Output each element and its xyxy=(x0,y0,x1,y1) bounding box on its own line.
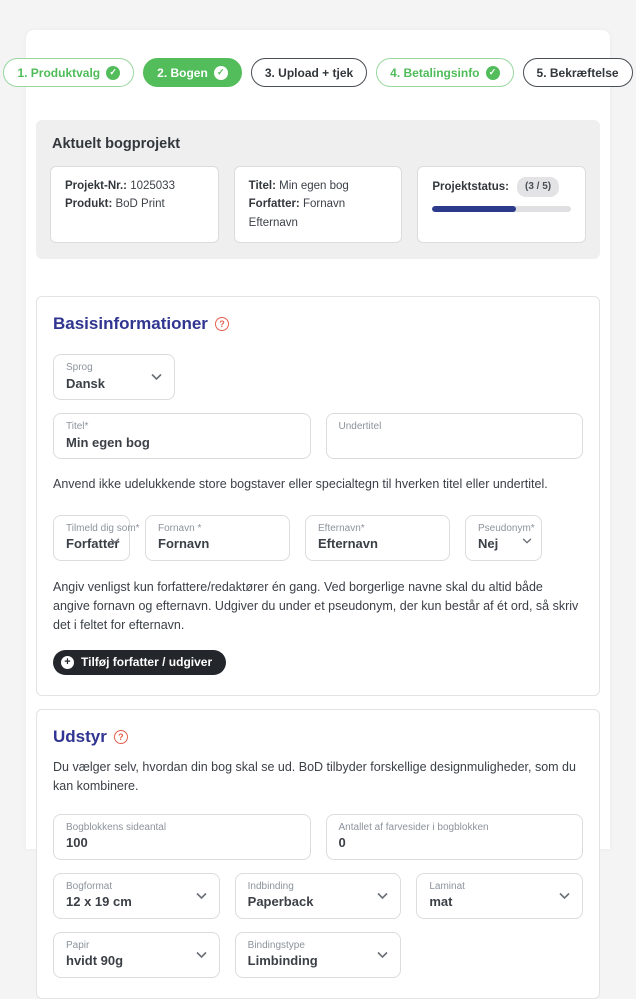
check-circle-icon: ✓ xyxy=(486,66,500,80)
udstyr-heading-text: Udstyr xyxy=(53,726,107,746)
chevron-down-icon xyxy=(110,538,120,544)
sideantal-value: 100 xyxy=(66,835,88,851)
project-product-row xyxy=(65,195,204,213)
project-product-label: Produkt: xyxy=(65,198,113,211)
chevron-down-icon xyxy=(196,892,207,899)
papir-value: hvidt 90g xyxy=(66,953,124,969)
laminat-label: Laminat xyxy=(429,880,465,892)
sprog-label: Sprog xyxy=(66,362,93,374)
pseudonym-value: Nej xyxy=(478,536,499,552)
step-upload-tjek[interactable] xyxy=(251,58,367,87)
help-icon[interactable]: ? xyxy=(215,317,229,331)
farvesider-input[interactable] xyxy=(326,814,584,860)
bindingstype-value: Limbinding xyxy=(247,953,318,969)
tilmeld-value: Forfatter xyxy=(66,536,120,552)
titel-label: Titel* xyxy=(66,421,89,433)
project-number-value: 1025033 xyxy=(130,180,175,192)
step-label: 1. Produktvalg xyxy=(17,65,101,80)
project-status-card xyxy=(417,166,586,243)
project-author-row xyxy=(249,195,388,232)
project-number-card xyxy=(50,166,219,243)
project-title-label: Titel: xyxy=(248,180,276,192)
indbinding-select[interactable] xyxy=(235,873,402,919)
laminat-value: mat xyxy=(429,894,453,910)
step-wizard xyxy=(17,58,619,87)
bogformat-label: Bogformat xyxy=(66,880,113,892)
sprog-value: Dansk xyxy=(66,375,106,391)
project-title-card xyxy=(234,166,403,243)
tilmeld-select[interactable] xyxy=(53,515,140,561)
step-label: 2. Bogen xyxy=(157,65,208,80)
bogformat-value: 12 x 19 cm xyxy=(66,894,132,910)
step-bogen[interactable] xyxy=(143,58,242,87)
project-summary-cards xyxy=(50,166,586,243)
laminat-select[interactable] xyxy=(416,873,583,919)
farvesider-value: 0 xyxy=(338,835,346,851)
farvesider-label: Antallet af farvesider i bogblokken xyxy=(338,821,489,833)
step-label: 4. Betalingsinfo xyxy=(390,65,480,80)
author-row xyxy=(53,515,583,561)
step-label: 3. Upload + tjek xyxy=(264,65,354,80)
basis-heading-text: Basisinformationer xyxy=(53,314,208,334)
papir-select[interactable] xyxy=(53,932,220,978)
page-count-row xyxy=(53,814,583,860)
sprog-select[interactable] xyxy=(53,354,175,400)
project-author-label: Forfatter: xyxy=(248,198,300,211)
chevron-down-icon xyxy=(559,892,570,899)
undertitel-value xyxy=(339,434,571,451)
indbinding-value: Paperback xyxy=(247,894,314,910)
fornavn-value: Fornavn xyxy=(158,536,210,552)
chevron-down-icon xyxy=(522,538,532,544)
add-author-button-label: Tilføj forfatter / udgiver xyxy=(81,655,213,670)
status-badge: (3 / 5) xyxy=(517,177,559,197)
basis-section xyxy=(36,296,600,696)
author-help-paragraph: Angiv venligst kun forfattere/redaktører én gang. Ved borgerlige navne skal du altid både angive fornavn og efternavn. Udgiver du under et pseudonym, der kun består af ét ord, så skriv det i feltet for efternavn. xyxy=(53,579,579,633)
project-number-row xyxy=(65,177,204,195)
main-content-card xyxy=(17,30,619,969)
step-produktvalg[interactable] xyxy=(3,58,134,87)
check-circle-icon: ✓ xyxy=(214,66,228,80)
fornavn-input[interactable] xyxy=(145,515,290,561)
project-status-row xyxy=(432,177,571,197)
chevron-down-icon xyxy=(377,892,388,899)
project-summary-section xyxy=(36,120,600,259)
udstyr-description: Du vælger selv, hvordan din bog skal se ud. BoD tilbyder forskellige designmuligheder, som du kan kombinere. xyxy=(53,759,576,794)
plus-circle-icon: + xyxy=(61,656,74,669)
help-icon[interactable]: ? xyxy=(114,730,128,744)
titel-input[interactable] xyxy=(53,413,311,459)
project-title-value: Min egen bog xyxy=(279,180,349,192)
project-title-row xyxy=(249,177,388,195)
progress-bar-fill xyxy=(432,206,515,212)
progress-bar-track xyxy=(432,206,571,212)
tilmeld-label: Tilmeld dig som* xyxy=(66,522,140,534)
sideantal-label: Bogblokkens sideantal xyxy=(66,821,167,833)
project-number-label: Projekt-Nr.: xyxy=(65,180,127,192)
bogformat-select[interactable] xyxy=(53,873,220,919)
chevron-down-icon xyxy=(196,951,207,958)
papir-label: Papir xyxy=(66,939,90,951)
check-circle-icon: ✓ xyxy=(106,66,120,80)
bindingstype-select[interactable] xyxy=(235,932,402,978)
title-note: Anvend ikke udelukkende store bogstaver eller specialtegn til hverken titel eller undertitel. xyxy=(53,477,548,492)
pseudonym-select[interactable] xyxy=(465,515,542,561)
sideantal-input[interactable] xyxy=(53,814,311,860)
basis-heading xyxy=(53,314,583,334)
efternavn-value: Efternavn xyxy=(318,536,378,552)
efternavn-input[interactable] xyxy=(305,515,450,561)
undertitel-input[interactable] xyxy=(326,413,584,459)
step-label: 5. Bekræftelse xyxy=(536,65,619,80)
project-status-label: Projektstatus: xyxy=(432,180,510,193)
project-product-value: BoD Print xyxy=(115,198,165,211)
chevron-down-icon xyxy=(377,951,388,958)
add-author-button[interactable] xyxy=(53,650,226,675)
title-row xyxy=(53,413,583,459)
specs-grid xyxy=(53,873,583,978)
undertitel-label: Undertitel xyxy=(338,421,382,433)
step-bekraeftelse[interactable] xyxy=(523,58,633,87)
efternavn-label: Efternavn* xyxy=(318,522,365,534)
step-betalingsinfo[interactable] xyxy=(376,58,513,87)
pseudonym-label: Pseudonym* xyxy=(478,522,535,534)
fornavn-label: Fornavn * xyxy=(158,522,202,534)
udstyr-heading xyxy=(53,727,583,747)
titel-value: Min egen bog xyxy=(66,434,150,450)
project-summary-heading: Aktuelt bogprojekt xyxy=(52,136,181,152)
udstyr-section xyxy=(36,709,600,999)
chevron-down-icon xyxy=(151,374,162,381)
project-author-value: Fornavn Efternavn xyxy=(248,198,346,229)
indbinding-label: Indbinding xyxy=(247,880,294,892)
bindingstype-label: Bindingstype xyxy=(247,939,305,951)
